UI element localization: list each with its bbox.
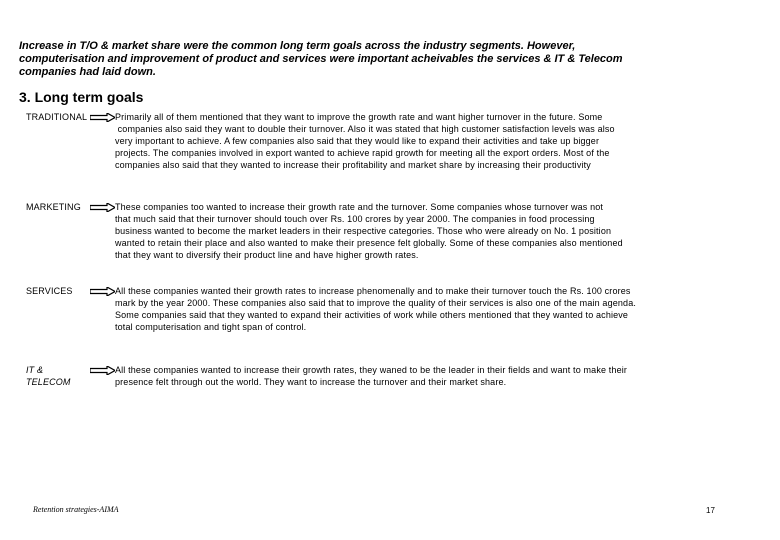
- description-line: companies also said that they wanted to increase their profitability and market share by increasing their productivity: [115, 160, 591, 170]
- segment-description: [115, 201, 680, 261]
- segment-description: [115, 285, 680, 333]
- footer-source: Retention strategies-AIMA: [33, 505, 119, 514]
- segment-description: [115, 111, 680, 171]
- intro-line: companies had laid down.: [19, 66, 156, 78]
- description-line: Primarily all of them mentioned that they want to improve the growth rate and want higher turnover in the future. Some: [115, 112, 603, 122]
- description-line: All these companies wanted their growth rates to increase phenomenally and to make their turnover touch the Rs. 100 crores: [115, 286, 631, 296]
- right-arrow-icon: [90, 203, 115, 212]
- description-line: companies also said they want to double their turnover. Also it was stated that high customer satisfaction levels was also: [115, 124, 615, 134]
- description-line: that much said that their turnover should touch over Rs. 100 crores by year 2000. The companies in food processing: [115, 214, 595, 224]
- segment-description: [115, 364, 680, 388]
- description-line: business wanted to become the market leaders in their respective categories. Those who were already on No. 1 position: [115, 226, 612, 236]
- right-arrow-icon: [90, 287, 115, 296]
- segment-label: MARKETING: [26, 202, 81, 212]
- intro-paragraph: [19, 40, 659, 79]
- segment-label: TRADITIONAL: [26, 112, 88, 122]
- description-line: projects. The companies involved in export wanted to achieve rapid growth for meeting all the export orders. Most of the: [115, 148, 610, 158]
- description-line: These companies too wanted to increase their growth rate and the turnover. Some companies whose turnover was not: [115, 202, 604, 212]
- right-arrow-icon: [90, 113, 115, 122]
- description-line: mark by the year 2000. These companies also said that to improve the quality of their services is also one of the main agenda.: [115, 298, 637, 308]
- section-heading: 3. Long term goals: [19, 89, 144, 105]
- description-line: All these companies wanted to increase their growth rates, they waned to be the leader in their fields and want to make their: [115, 365, 628, 375]
- description-line: very important to achieve. A few companies also said that they would like to expand their activities and take up bigger: [115, 136, 600, 146]
- description-line: Some companies said that they wanted to expand their activities of work while others mentioned that they wanted to achieve: [115, 310, 629, 320]
- description-line: wanted to retain their place and also wanted to make their presence felt globally. Some of these companies also mentioned: [115, 238, 623, 248]
- description-line: that they want to diversify their product line and have higher growth rates.: [115, 250, 419, 260]
- segment-label: [26, 364, 71, 388]
- right-arrow-icon: [90, 366, 115, 375]
- intro-line: Increase in T/O & market share were the common long term goals across the industry segments. However,: [19, 40, 576, 52]
- description-line: presence felt through out the world. They want to increase the turnover and their market share.: [115, 377, 507, 387]
- segment-label-line: IT &: [26, 365, 44, 375]
- description-line: total computerisation and tight span of control.: [115, 322, 307, 332]
- page-number: 17: [706, 506, 715, 515]
- segment-label: SERVICES: [26, 286, 73, 296]
- segment-label-line: TELECOM: [26, 377, 71, 387]
- intro-line: computerisation and improvement of product and services were important acheivables the services & IT & Telecom: [19, 53, 623, 65]
